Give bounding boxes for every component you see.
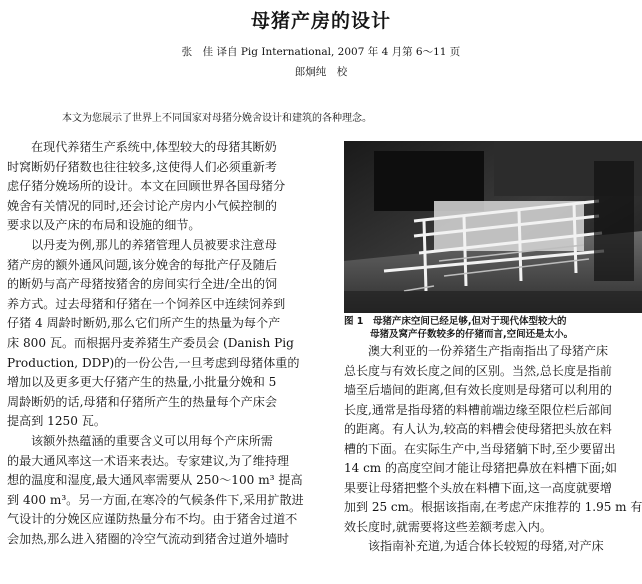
text-line: 澳大利亚的一份养猪生产指南指出了母猪产床 [368,344,609,358]
text-line: 到 400 m³。另一方面,在寒冷的气候条件下,采用扩散进 [7,492,304,507]
text-line: 仔猪 4 周龄时断奶,那么它们所产生的热量为每个产 [7,316,281,331]
text-line: 的距离。有人认为,较高的料槽会使母猪把头放在料 [344,422,612,436]
text-line: 的断奶与高产母猪按猪舍的房间实行全进/全出的饲 [7,277,278,292]
figure-caption [344,315,642,341]
text-line: 效长度时,就需要将这些差额考虑入内。 [344,519,552,534]
text-line: 该额外热蕴涵的重要含义可以用每个产床所需 [31,433,273,448]
text-line: 槽的下面。在实际生产中,当母猪躺下时,至少要留出 [344,441,616,456]
text-line: 以丹麦为例,那儿的养猪管理人员被要求注意母 [31,237,277,252]
text-line: 14 cm 的高度空间才能让母猪把鼻放在料槽下面;如 [344,461,618,475]
text-line: 床 800 瓦。而根据丹麦养猪生产委员会 (Danish Pig [7,335,294,350]
text-line: Production, DDP)的一份公告,一旦考虑到母猪体重的 [7,355,300,370]
text-line: 在现代养猪生产系统中,体型较大的母猪其断奶 [31,140,277,154]
text-line: 的最大通风率这一术语来表达。专家建议,为了维持理 [7,453,290,468]
figure-photo [344,141,642,313]
text-line: 娩舍有关情况的同时,还会讨论产房内小气候控制的 [7,198,277,213]
left-column [7,138,333,549]
text-line: 气设计的分娩区应谨防热量分布不均。由于猪舍过道不 [7,512,298,527]
text-line: 墙至后墙间的距离,但有效长度则是母猪可以利用的 [344,383,612,397]
farrowing-crate-photo [344,141,642,313]
text-line: 长度,通常是指母猪的料槽前端边缘至限位栏后部间 [344,402,612,417]
caption-line: 母猪及窝产仔数较多的仔猪而言,空间还是太小。 [370,329,574,340]
article-title: 母猪产房的设计 [250,10,391,32]
text-line: 会加热,那么进入猪圈的冷空气流动到猪舍过道外墙时 [7,531,290,546]
caption-line: 图 1 母猪产床空间已经足够,但对于现代体型较大的 [344,316,567,327]
abstract: 本文为您展示了世界上不同国家对母猪分娩舍设计和建筑的各种理念。 [62,113,372,124]
text-line: 想的温度和湿度,最大通风率需要从 250～100 m³ 提高 [7,473,303,488]
text-line: 要求以及产床的布局和设施的细节。 [7,218,201,233]
text-line: 养方式。过去母猪和仔猪在一个饲养区中连续饲养到 [7,296,286,311]
text-line: 加到 25 cm。根据该指南,在考虑产床推荐的 1.95 m 有 [344,500,642,514]
text-line: 提高到 1250 瓦。 [7,414,106,429]
text-line: 该指南补充道,为适合体长较短的母猪,对产床 [368,539,604,553]
text-line: 总长度与有效长度之间的区别。当然,总长度是指前 [344,363,612,378]
author-source-line: 张 佳 译自 Pig International, 2007 年 4 月第 6～11 页 [181,46,461,58]
text-line: 猪产房的额外通风问题,该分娩舍的每批产仔及随后 [7,257,277,272]
right-column [344,342,642,557]
proofreader-line: 郎炯纯 校 [294,66,348,78]
text-line: 虑仔猪分娩场所的设计。本文在回顾世界各国母猪分 [7,179,286,194]
text-line: 时窝断奶仔猪数也往往较多,这使得人们必须重新考 [7,159,277,174]
text-line: 周龄断奶的话,母猪和仔猪所产生的热量每个产床会 [7,394,277,409]
text-line: 增加以及更多更大仔猪产生的热量,小批量分娩和 5 [7,375,277,390]
text-line: 果要让母猪把整个头放在料槽下面,这一高度就要增 [344,480,612,495]
